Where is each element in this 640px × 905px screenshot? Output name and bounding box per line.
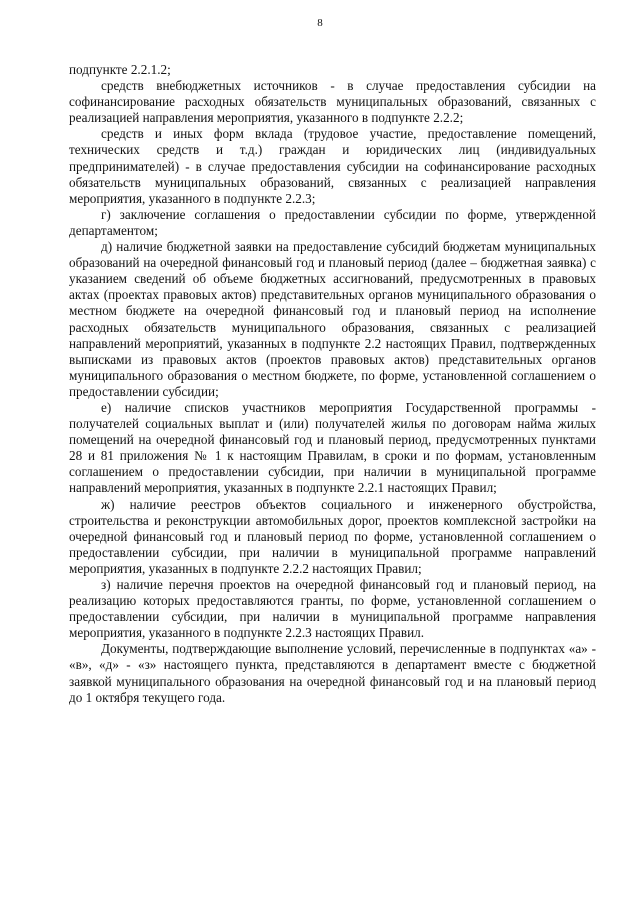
paragraph-citizen-contributions: средств и иных форм вклада (трудовое участие, предоставление помещений, технических средств и т.д.) граждан и юридических лиц (индивидуальных предпринимателей) - в случае предоставления субсидии на софинансирование расходных обязательств муниципальных образований, связанных с реализацией направления мероприятия, указанного в подпункте 2.2.3; xyxy=(69,126,596,206)
paragraph-item-e: е) наличие списков участников мероприятия Государственной программы - получателей социальных выплат и (или) получателей жилья по договорам найма жилых помещений на очередной финансовый год и плановый период, предусмотренных пунктами 28 и 81 приложения № 1 к настоящим Правилам, в сроки и по формам, установленным соглашением о предоставлении субсидии, при наличии в муниципальной программе направлений мероприятия, указанных в подпункте 2.2.1 настоящих Правил; xyxy=(69,399,596,496)
paragraph-item-zh: ж) наличие реестров объектов социального и инженерного обустройства, строительства и реконструкции автомобильных дорог, проектов комплексной застройки на очередной финансовый год и плановый период по форме, установленной соглашением о предоставлении субсидии, при наличии в муниципальной программе направлений мероприятия, указанных в подпункте 2.2.2 настоящих Правил; xyxy=(69,496,596,576)
paragraph-documents-submission: Документы, подтверждающие выполнение условий, перечисленные в подпунктах «а» - «в», «д» - «з» настоящего пункта, представляются в департамент вместе с бюджетной заявкой муниципального образования на очередной финансовый год и на плановый период до 1 октября текущего года. xyxy=(69,641,596,705)
document-body xyxy=(69,62,596,706)
page-number: 8 xyxy=(317,17,323,29)
paragraph-extrabudgetary-sources: средств внебюджетных источников - в случае предоставления субсидии на софинансирование расходных обязательств муниципальных образований, связанных с реализацией направления мероприятия, указанного в подпункте 2.2.2; xyxy=(69,78,596,126)
paragraph-continuation: подпункте 2.2.1.2; xyxy=(69,62,171,77)
paragraph-item-z: з) наличие перечня проектов на очередной финансовый год и плановый период, на реализацию которых предоставляются гранты, по форме, установленной соглашением о предоставлении субсидии, при наличии в муниципальной программе направления мероприятия, указанного в подпункте 2.2.3 настоящих Правил. xyxy=(69,577,596,641)
paragraph-item-d: д) наличие бюджетной заявки на предоставление субсидий бюджетам муниципальных образований на очередной финансовый год и плановый период (далее – бюджетная заявка) с указанием сведений об объеме бюджетных ассигнований, предусмотренных в правовых актах (проектах правовых актов) представительных органов муниципального образования о местном бюджете на очередной финансовый год и плановый период на исполнение расходных обязательств муниципального образования, связанных с реализацией направлений мероприятий, указанных в подпункте 2.2 настоящих Правил, подтвержденных выписками из правовых актов (проектов правовых актов) представительных органов муниципального образования о местном бюджете, по форме, установленной соглашением о предоставлении субсидии; xyxy=(69,239,596,399)
paragraph-item-g: г) заключение соглашения о предоставлении субсидии по форме, утвержденной департаментом; xyxy=(69,206,596,238)
